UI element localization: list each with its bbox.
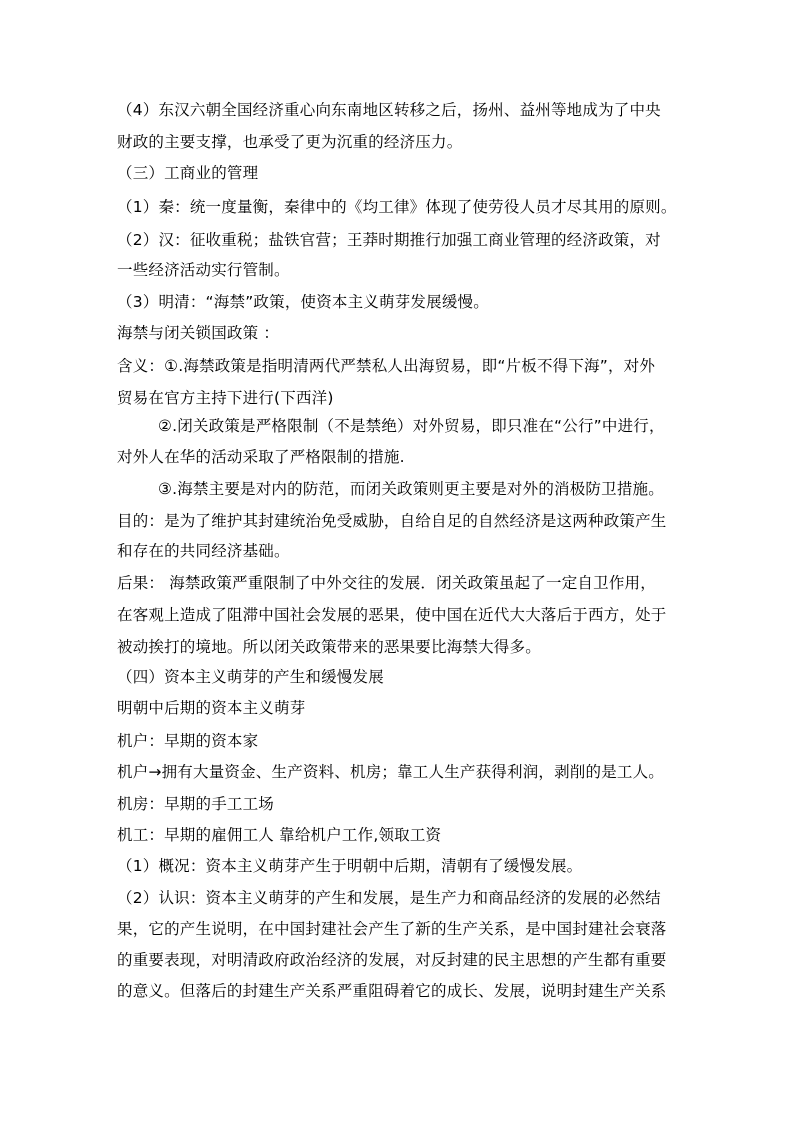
text-line: ③.海禁主要是对内的防范，而闭关政策则更主要是对外的消极防卫措施。 — [158, 480, 664, 498]
text-line: ②.闭关政策是严格限制（不是禁绝）对外贸易，即只准在“公行”中进行， — [158, 417, 665, 435]
text-line: 的重要表现，对明清政府政治经济的发展，对反封建的民主思想的产生都有重要 — [117, 951, 667, 969]
text-line: 果，它的产生说明，在中国封建社会产生了新的生产关系，是中国封建社会衰落 — [117, 920, 667, 938]
text-line: （4）东汉六朝全国经济重心向东南地区转移之后，扬州、益州等地成为了中央 — [117, 101, 661, 119]
text-line: （2）认识：资本主义萌芽的产生和发展，是生产力和商品经济的发展的必然结 — [117, 889, 661, 907]
section-heading: （四）资本主义萌芽的产生和缓慢发展 — [117, 668, 384, 686]
text-line: 的意义。但落后的封建生产关系严重阻碍着它的成长、发展，说明封建生产关系 — [117, 982, 667, 1000]
text-line: 贸易在官方主持下进行(下西洋) — [117, 389, 334, 407]
text-line: 机工：早期的雇佣工人 靠给机户工作,领取工资 — [117, 826, 442, 844]
text-line: 机户：早期的资本家 — [117, 732, 259, 750]
section-heading: （三）工商业的管理 — [117, 164, 259, 182]
text-line: 含义：①.海禁政策是指明清两代严禁私人出海贸易，即“片板不得下海”，对外 — [117, 357, 656, 375]
subheading: 海禁与闭关锁国政策 ： — [117, 324, 280, 342]
text-line: （2）汉：征收重税；盐铁官营；王莽时期推行加强工商业管理的经济政策，对 — [117, 231, 661, 249]
text-line: 财政的主要支撑，也承受了更为沉重的经济压力。 — [117, 133, 463, 151]
text-line: 在客观上造成了阻滞中国社会发展的恶果，使中国在近代大大落后于西方，处于 — [117, 606, 667, 624]
text-line: 机房：早期的手工工场 — [117, 795, 275, 813]
text-line: 一些经济活动实行管制。 — [117, 261, 290, 279]
text-line: （3）明清：“海禁”政策，使资本主义萌芽发展缓慢。 — [117, 293, 489, 311]
text-line: 目的：是为了维护其封建统治免受威胁，自给自足的自然经济是这两种政策产生 — [117, 512, 667, 530]
text-line: 后果： 海禁政策严重限制了中外交往的发展．闭关政策虽起了一定自卫作用， — [117, 574, 656, 592]
text-line: 被动挨打的境地。所以闭关政策带来的恶果要比海禁大得多。 — [117, 638, 541, 656]
text-line: 对外人在华的活动采取了严格限制的措施. — [117, 448, 405, 466]
text-line: 和存在的共同经济基础。 — [117, 542, 290, 560]
subheading: 明朝中后期的资本主义萌芽 — [117, 699, 306, 717]
text-line: 机户→拥有大量资金、生产资料、机房；靠工人生产获得利润，剥削的是工人。 — [117, 763, 664, 781]
text-line: （1）秦：统一度量衡，秦律中的《均工律》体现了使劳役人员才尽其用的原则。 — [117, 198, 677, 216]
text-line: （1）概况：资本主义萌芽产生于明朝中后期，清朝有了缓慢发展。 — [117, 857, 583, 875]
